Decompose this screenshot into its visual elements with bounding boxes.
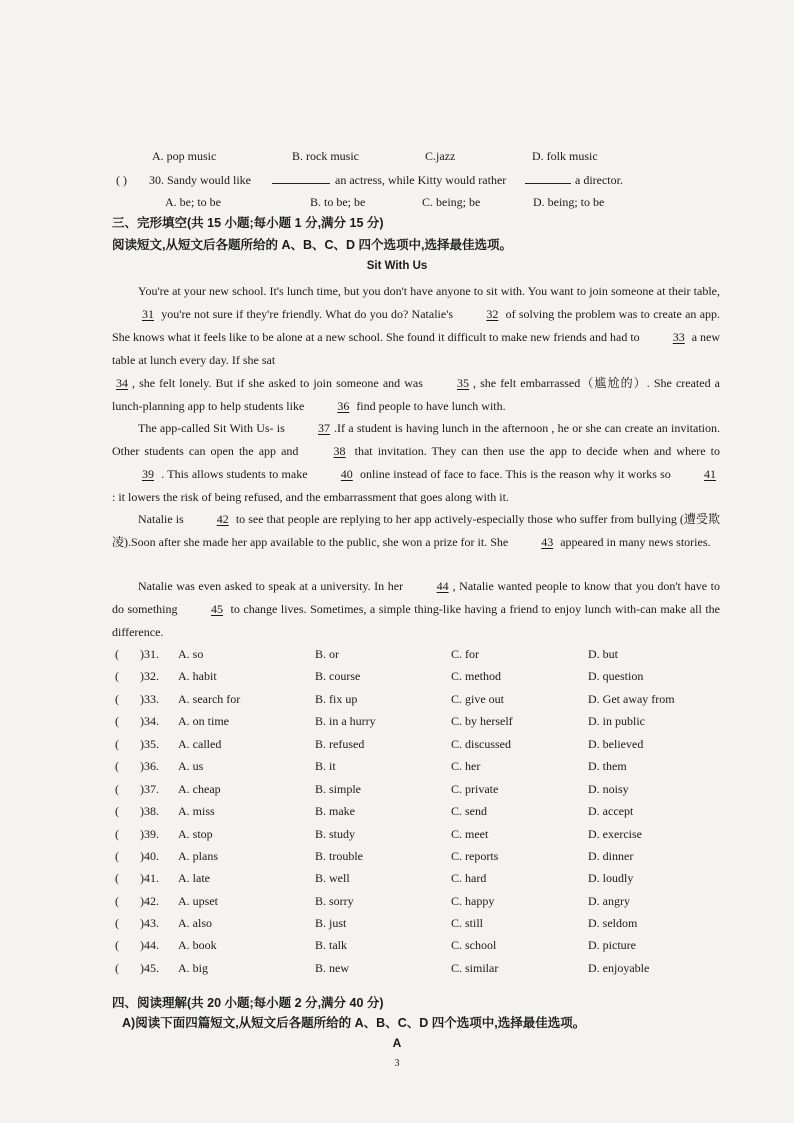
option-row-38 xyxy=(0,801,794,823)
option-b: B. it xyxy=(315,759,336,773)
option-row-32 xyxy=(0,666,794,688)
option-number: )43. xyxy=(140,916,159,930)
passage-paragraph-2 xyxy=(112,417,720,509)
option-row-44 xyxy=(0,935,794,957)
p1-text-e: , she felt lonely. But if she asked to join someone and was xyxy=(132,376,423,390)
p1-text-a: You're at your new school. It's lunch time, but you don't have anyone to sit with. You want to join someone at their table, xyxy=(138,284,720,298)
option-c: C. give out xyxy=(451,692,504,706)
p3-text-b: to see that people are replying to her app actively-especially those who suffer from bullying (遭受欺凌).Soon after she made her app available to the public, she won a prize for it. She xyxy=(112,512,721,549)
blank-33: 33 xyxy=(672,330,685,344)
option-number: )32. xyxy=(140,669,159,683)
q30-option-d: D. being; to be xyxy=(533,195,605,209)
blank-36: 36 xyxy=(337,399,350,413)
section4-heading: 四、阅读理解(共 20 小题;每小题 2 分,满分 40 分) xyxy=(112,996,384,1010)
option-b: B. well xyxy=(315,871,350,885)
option-bracket: ( xyxy=(115,737,119,751)
option-d: D. loudly xyxy=(588,871,634,885)
option-number: )38. xyxy=(140,804,159,818)
option-c: C. method xyxy=(451,669,501,683)
option-a: A. us xyxy=(178,759,204,773)
option-d: D. exercise xyxy=(588,827,642,841)
q29-option-c: C.jazz xyxy=(425,149,456,163)
p3-text-c: appeared in many news stories. xyxy=(560,535,711,549)
option-bracket: ( xyxy=(115,894,119,908)
option-row-42 xyxy=(0,891,794,913)
p4-text-c: to change lives. Sometimes, a simple thing-like having a friend to enjoy lunch with-can make all the difference. xyxy=(112,602,720,639)
q30-blank-1 xyxy=(272,183,330,184)
option-b: B. in a hurry xyxy=(315,714,376,728)
option-a: A. search for xyxy=(178,692,241,706)
option-c: C. her xyxy=(451,759,481,773)
option-b: B. course xyxy=(315,669,361,683)
option-number: )45. xyxy=(140,961,159,975)
blank-38: 38 xyxy=(333,444,346,458)
blank-35: 35 xyxy=(457,376,470,390)
q30-bracket: ( ) xyxy=(116,173,127,187)
q29-option-a: A. pop music xyxy=(152,149,217,163)
option-row-33 xyxy=(0,689,794,711)
option-b: B. refused xyxy=(315,737,365,751)
option-b: B. fix up xyxy=(315,692,358,706)
blank-34: 34 xyxy=(116,376,128,390)
option-row-39 xyxy=(0,824,794,846)
p1-text-f: , she felt embarrassed（尴尬的）. She created a lunch-planning app to help students like xyxy=(112,376,721,413)
option-bracket: ( xyxy=(115,692,119,706)
option-b: B. just xyxy=(315,916,347,930)
option-bracket: ( xyxy=(115,916,119,930)
option-number: )41. xyxy=(140,871,159,885)
p4-text-b: , Natalie wanted people to know that you don't have to do something xyxy=(112,579,720,616)
option-number: )35. xyxy=(140,737,159,751)
option-number: )33. xyxy=(140,692,159,706)
option-row-31 xyxy=(0,644,794,666)
option-row-43 xyxy=(0,913,794,935)
blank-32: 32 xyxy=(486,307,499,321)
page-number: 3 xyxy=(394,1058,400,1069)
option-bracket: ( xyxy=(115,827,119,841)
option-row-40 xyxy=(0,846,794,868)
option-a: A. big xyxy=(178,961,208,975)
option-a: A. on time xyxy=(178,714,229,728)
option-a: A. book xyxy=(178,938,217,952)
option-d: D. enjoyable xyxy=(588,961,650,975)
option-d: D. dinner xyxy=(588,849,634,863)
q30-option-a: A. be; to be xyxy=(165,195,221,209)
passage-paragraph-1 xyxy=(112,280,720,418)
q30-stem-a: 30. Sandy would like xyxy=(149,173,251,187)
option-c: C. meet xyxy=(451,827,489,841)
p2-text-e: online instead of face to face. This is the reason why it works so xyxy=(360,467,671,481)
option-d: D. question xyxy=(588,669,644,683)
option-number: )40. xyxy=(140,849,159,863)
option-c: C. hard xyxy=(451,871,487,885)
option-d: D. seldom xyxy=(588,916,638,930)
option-a: A. cheap xyxy=(178,782,221,796)
option-b: B. make xyxy=(315,804,355,818)
q29-option-d: D. folk music xyxy=(532,149,598,163)
option-bracket: ( xyxy=(115,714,119,728)
option-a: A. stop xyxy=(178,827,213,841)
option-d: D. in public xyxy=(588,714,645,728)
option-b: B. trouble xyxy=(315,849,363,863)
passage-a-label: A xyxy=(392,1036,402,1050)
option-number: )37. xyxy=(140,782,159,796)
section3-heading: 三、完形填空(共 15 小题;每小题 1 分,满分 15 分) xyxy=(112,216,384,230)
option-c: C. still xyxy=(451,916,484,930)
section3-instruction: 阅读短文,从短文后各题所给的 A、B、C、D 四个选项中,选择最佳选项。 xyxy=(112,238,513,252)
p2-text-c: that invitation. They can then use the app to decide when and where to xyxy=(354,444,721,458)
option-bracket: ( xyxy=(115,759,119,773)
option-bracket: ( xyxy=(115,871,119,885)
option-b: B. simple xyxy=(315,782,362,796)
blank-31: 31 xyxy=(142,307,154,321)
option-c: C. by herself xyxy=(451,714,513,728)
option-row-41 xyxy=(0,868,794,890)
option-d: D. believed xyxy=(588,737,644,751)
p3-text-a: Natalie is xyxy=(138,512,184,526)
option-bracket: ( xyxy=(115,782,119,796)
blank-40: 40 xyxy=(340,467,353,481)
option-bracket: ( xyxy=(115,669,119,683)
option-c: C. similar xyxy=(451,961,499,975)
blank-39: 39 xyxy=(142,467,154,481)
option-number: )39. xyxy=(140,827,159,841)
option-b: B. talk xyxy=(315,938,347,952)
blank-45: 45 xyxy=(211,602,224,616)
option-b: B. sorry xyxy=(315,894,354,908)
p2-text-a: The app-called Sit With Us- is xyxy=(138,421,285,435)
p1-text-b: you're not sure if they're friendly. What do you do? Natalie's xyxy=(161,307,454,321)
option-number: )44. xyxy=(140,938,159,952)
option-b: B. or xyxy=(315,647,339,661)
passage-paragraph-3 xyxy=(112,508,720,554)
option-c: C. send xyxy=(451,804,487,818)
blank-41: 41 xyxy=(704,467,717,481)
option-d: D. picture xyxy=(588,938,636,952)
option-row-34 xyxy=(0,711,794,733)
option-number: )34. xyxy=(140,714,159,728)
option-row-37 xyxy=(0,779,794,801)
option-a: A. so xyxy=(178,647,204,661)
option-a: A. late xyxy=(178,871,210,885)
option-row-36 xyxy=(0,756,794,778)
blank-42: 42 xyxy=(216,512,229,526)
option-number: )31. xyxy=(140,647,159,661)
q30-stem-c: a director. xyxy=(575,173,623,187)
option-c: C. reports xyxy=(451,849,499,863)
blank-43: 43 xyxy=(541,535,554,549)
p2-text-b: .If a student is having lunch in the afternoon , he or she can create an invitation. Other students can open the app and xyxy=(112,421,720,458)
q30-option-c: C. being; be xyxy=(422,195,481,209)
option-b: B. new xyxy=(315,961,349,975)
option-d: D. but xyxy=(588,647,618,661)
p2-text-d: . This allows students to make xyxy=(161,467,308,481)
option-a: A. plans xyxy=(178,849,218,863)
option-a: A. upset xyxy=(178,894,218,908)
q30-blank-2 xyxy=(525,183,571,184)
p1-text-d: a new table at lunch every day. If she sat xyxy=(112,330,721,367)
option-d: D. noisy xyxy=(588,782,629,796)
passage-title: Sit With Us xyxy=(366,260,428,272)
option-c: C. school xyxy=(451,938,497,952)
q30-option-b: B. to be; be xyxy=(310,195,366,209)
option-c: C. for xyxy=(451,647,479,661)
option-number: )36. xyxy=(140,759,159,773)
option-d: D. accept xyxy=(588,804,634,818)
q29-option-b: B. rock music xyxy=(292,149,359,163)
option-bracket: ( xyxy=(115,938,119,952)
p4-text-a: Natalie was even asked to speak at a university. In her xyxy=(138,579,404,593)
option-row-35 xyxy=(0,734,794,756)
option-bracket: ( xyxy=(115,804,119,818)
option-bracket: ( xyxy=(115,849,119,863)
option-a: A. called xyxy=(178,737,222,751)
p1-text-g: find people to have lunch with. xyxy=(356,399,506,413)
option-bracket: ( xyxy=(115,961,119,975)
option-b: B. study xyxy=(315,827,356,841)
p2-text-f: : it lowers the risk of being refused, and the embarrassment that goes along with it. xyxy=(112,490,509,504)
passage-paragraph-4 xyxy=(112,575,720,644)
option-a: A. habit xyxy=(178,669,217,683)
option-c: C. happy xyxy=(451,894,495,908)
option-a: A. miss xyxy=(178,804,215,818)
option-bracket: ( xyxy=(115,647,119,661)
section4-instruction: A)阅读下面四篇短文,从短文后各题所给的 A、B、C、D 四个选项中,选择最佳选项。 xyxy=(122,1016,586,1030)
option-c: C. private xyxy=(451,782,499,796)
option-d: D. them xyxy=(588,759,627,773)
p1-text-c: of solving the problem was to create an app. She knows what it feels like to be alone at a new school. She found it difficult to make new friends and had to xyxy=(112,307,721,344)
option-d: D. angry xyxy=(588,894,630,908)
blank-37: 37 xyxy=(318,421,331,435)
option-d: D. Get away from xyxy=(588,692,675,706)
q30-stem-b: an actress, while Kitty would rather xyxy=(335,173,507,187)
option-c: C. discussed xyxy=(451,737,511,751)
option-a: A. also xyxy=(178,916,212,930)
option-number: )42. xyxy=(140,894,159,908)
blank-44: 44 xyxy=(436,579,449,593)
option-row-45 xyxy=(0,958,794,980)
